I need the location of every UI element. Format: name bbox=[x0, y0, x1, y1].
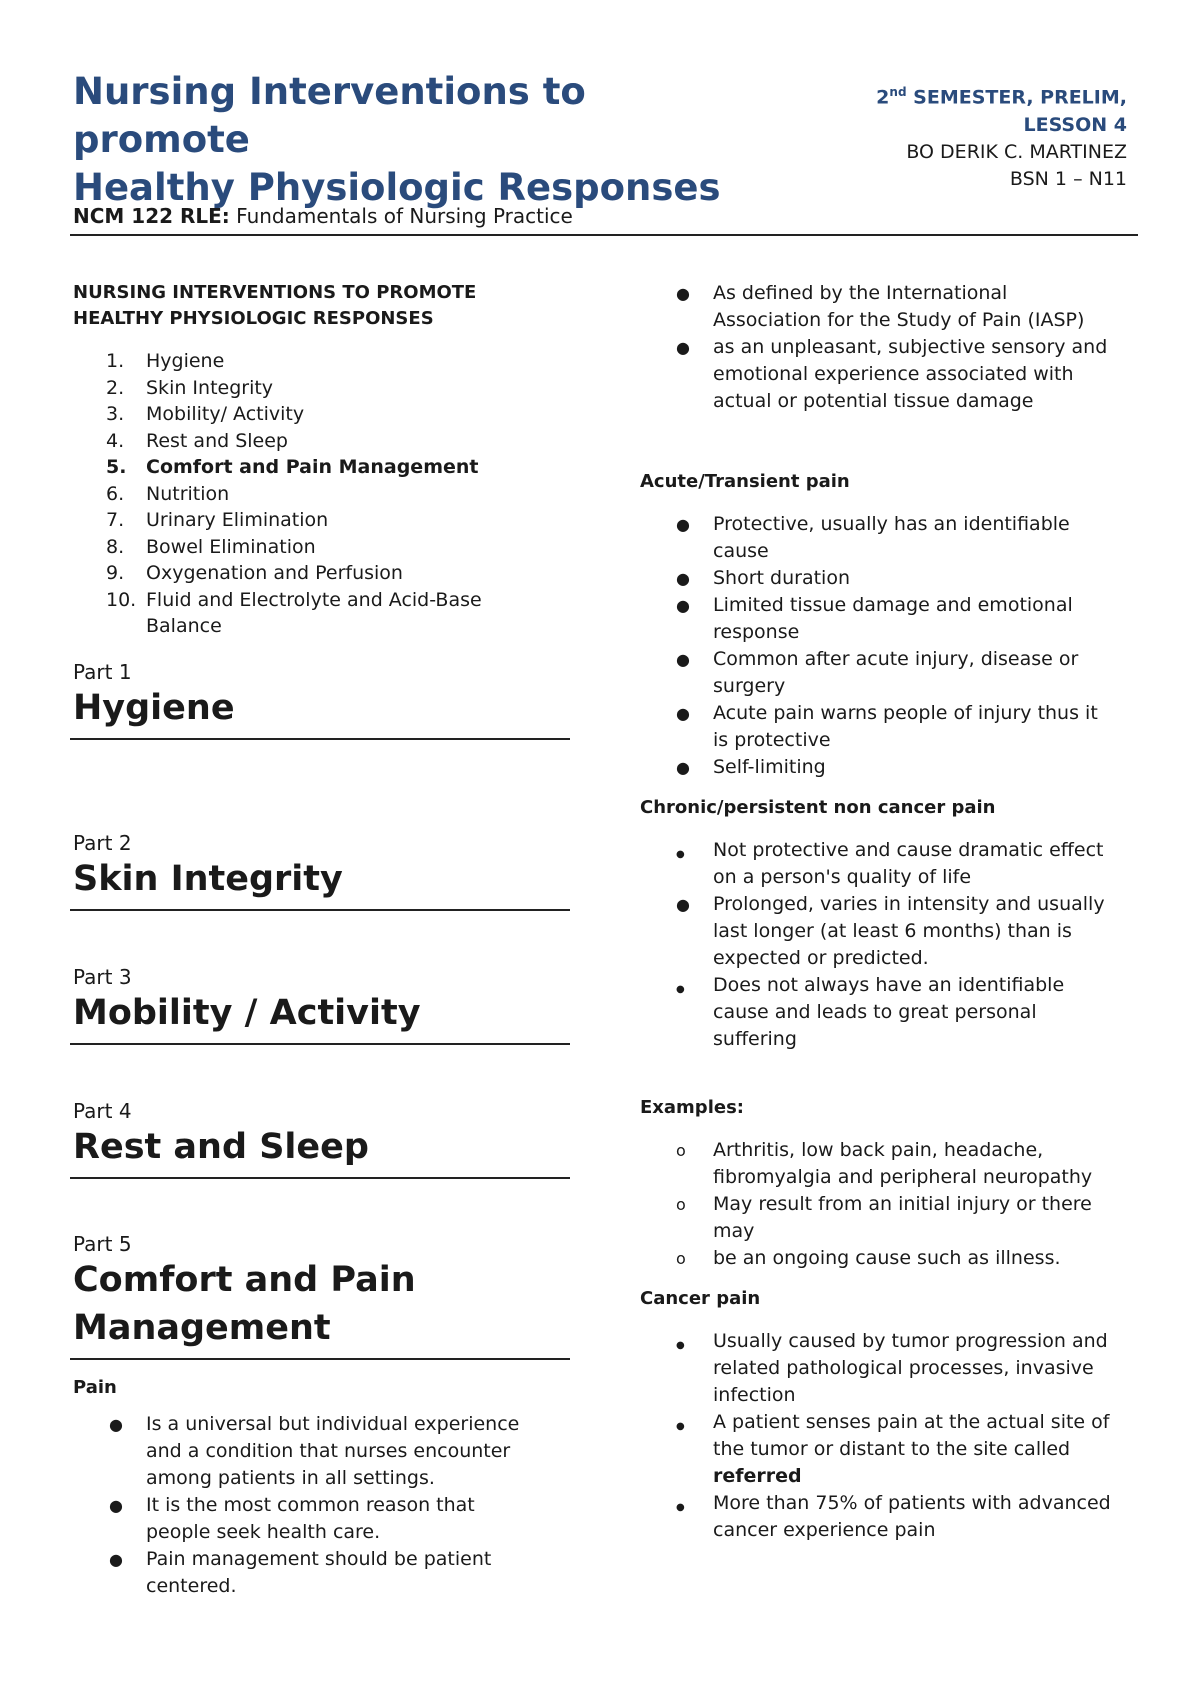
list-item bbox=[73, 534, 573, 561]
part-label: Part 2 bbox=[73, 831, 132, 855]
bullet-text: Is a universal but individual experience bbox=[146, 1413, 520, 1435]
bullet-text: centered. bbox=[146, 1575, 237, 1597]
header-divider bbox=[70, 234, 1138, 236]
part-header bbox=[70, 831, 570, 911]
bullet-text: on a person's quality of life bbox=[713, 866, 972, 888]
list-label: Comfort and Pain Management bbox=[146, 456, 479, 478]
bullet-item bbox=[640, 1137, 1140, 1191]
list-item bbox=[73, 481, 573, 508]
part-label: Part 3 bbox=[73, 965, 132, 989]
bullet-text: fibromyalgia and peripheral neuropathy bbox=[713, 1166, 1093, 1188]
bullet-text: May result from an initial injury or there bbox=[713, 1193, 1092, 1215]
list-label: Mobility/ Activity bbox=[146, 403, 305, 425]
intro-heading-line: HEALTHY PHYSIOLOGIC RESPONSES bbox=[73, 308, 434, 329]
bullet-text: last longer (at least 6 months) than is bbox=[713, 920, 1072, 942]
bullet-text: Acute pain warns people of injury thus it bbox=[713, 702, 1098, 724]
bullet-icon: ● bbox=[676, 895, 690, 914]
bullet-text: surgery bbox=[713, 675, 786, 697]
bullet-item bbox=[640, 592, 1140, 646]
bullet-icon: ● bbox=[676, 984, 685, 995]
bullet-text: Common after acute injury, disease or bbox=[713, 648, 1079, 670]
bullet-icon: ● bbox=[676, 596, 690, 615]
part-label: Part 4 bbox=[73, 1099, 132, 1123]
list-label: Oxygenation and Perfusion bbox=[146, 562, 403, 584]
part-header bbox=[70, 965, 570, 1045]
lesson-label: LESSON 4 bbox=[1023, 114, 1127, 137]
bullet-text: Usually caused by tumor progression and bbox=[713, 1330, 1108, 1352]
title-line: Healthy Physiologic Responses bbox=[73, 166, 721, 209]
list-item bbox=[73, 507, 573, 534]
bullet-text: among patients in all settings. bbox=[146, 1467, 435, 1489]
right-column bbox=[640, 280, 1140, 1544]
list-label: Fluid and Electrolyte and Acid-Base bbox=[146, 588, 482, 611]
bullet-item bbox=[640, 837, 1140, 891]
section-heading: Examples: bbox=[640, 1097, 744, 1118]
course-code: NCM 122 RLE: bbox=[73, 204, 230, 228]
bullet-icon: ● bbox=[676, 569, 690, 588]
bullet-item bbox=[640, 754, 1140, 781]
bullet-icon: ● bbox=[109, 1415, 123, 1434]
intro-heading-line: NURSING INTERVENTIONS TO PROMOTE bbox=[73, 282, 477, 303]
bullet-text: expected or predicted. bbox=[713, 947, 929, 969]
part-divider bbox=[70, 738, 570, 740]
list-number: 2. bbox=[106, 376, 125, 399]
bullet-list bbox=[640, 511, 1140, 781]
bullet-item bbox=[640, 891, 1140, 972]
part-title: Mobility / Activity bbox=[73, 993, 421, 1033]
bullet-item bbox=[640, 511, 1140, 565]
part-header bbox=[70, 660, 570, 740]
bullet-icon: ● bbox=[676, 284, 690, 303]
part-title: Hygiene bbox=[73, 688, 235, 728]
bullet-list bbox=[640, 280, 1140, 415]
bullet-text: Arthritis, low back pain, headache, bbox=[713, 1139, 1044, 1161]
bullet-text: be an ongoing cause such as illness. bbox=[713, 1247, 1061, 1269]
bullet-text: is protective bbox=[713, 729, 831, 751]
bullet-list bbox=[73, 1411, 573, 1600]
list-label: Nutrition bbox=[146, 482, 230, 505]
topic-list bbox=[73, 348, 573, 640]
bullet-icon: ● bbox=[676, 515, 690, 534]
bullet-item bbox=[640, 334, 1140, 415]
class-section: BSN 1 – N11 bbox=[1009, 168, 1127, 191]
list-item bbox=[73, 560, 573, 587]
intro-section bbox=[73, 280, 573, 640]
bullet-icon: ● bbox=[676, 1340, 685, 1351]
bullet-icon: ● bbox=[109, 1496, 123, 1515]
bullet-text: actual or potential tissue damage bbox=[713, 390, 1034, 412]
part-divider bbox=[70, 1177, 570, 1179]
bullet-text: Association for the Study of Pain (IASP) bbox=[713, 309, 1085, 331]
bullet-text: Limited tissue damage and emotional bbox=[713, 594, 1073, 616]
part-divider bbox=[70, 1043, 570, 1045]
section-heading: Chronic/persistent non cancer pain bbox=[640, 797, 996, 818]
course-name: Fundamentals of Nursing Practice bbox=[229, 204, 573, 228]
bullet-text: Short duration bbox=[713, 567, 850, 589]
list-item bbox=[73, 348, 573, 375]
bullet-list bbox=[640, 1137, 1140, 1272]
bullet-text-emphasis: referred bbox=[713, 1465, 802, 1487]
list-item bbox=[73, 401, 573, 428]
bullet-text: infection bbox=[713, 1384, 796, 1406]
bullet-icon: ● bbox=[676, 1502, 685, 1513]
bullet-text: More than 75% of patients with advanced bbox=[713, 1492, 1111, 1514]
semester-text: SEMESTER, PRELIM, bbox=[906, 86, 1127, 109]
bullet-text: cause and leads to great personal bbox=[713, 1001, 1037, 1023]
section-heading: Acute/Transient pain bbox=[640, 471, 850, 492]
list-label: Skin Integrity bbox=[146, 376, 274, 399]
bullet-item bbox=[73, 1546, 573, 1600]
part-title: Management bbox=[73, 1308, 331, 1348]
list-number: 5. bbox=[106, 456, 127, 478]
bullet-text: people seek health care. bbox=[146, 1521, 381, 1543]
bullet-item bbox=[640, 972, 1140, 1053]
list-number: 6. bbox=[106, 482, 125, 505]
bullet-item bbox=[73, 1492, 573, 1546]
bullet-text: may bbox=[713, 1220, 755, 1242]
bullet-item bbox=[640, 565, 1140, 592]
bullet-icon: ● bbox=[676, 704, 690, 723]
bullet-text: cause bbox=[713, 540, 769, 562]
circle-bullet-icon: o bbox=[676, 1195, 686, 1214]
bullet-text: related pathological processes, invasive bbox=[713, 1357, 1094, 1379]
bullet-text: cancer experience pain bbox=[713, 1519, 936, 1541]
bullet-item bbox=[640, 1490, 1140, 1544]
bullet-text: Prolonged, varies in intensity and usually bbox=[713, 893, 1105, 915]
title-line: Nursing Interventions to promote bbox=[73, 70, 586, 161]
list-number: 9. bbox=[106, 562, 125, 584]
list-item bbox=[73, 587, 573, 614]
bullet-text: Does not always have an identifiable bbox=[713, 974, 1065, 996]
list-number: 10. bbox=[106, 588, 137, 611]
part-header bbox=[70, 1232, 570, 1360]
bullet-text: suffering bbox=[713, 1028, 797, 1050]
bullet-text: and a condition that nurses encounter bbox=[146, 1440, 511, 1462]
list-label: Bowel Elimination bbox=[146, 535, 316, 558]
part-divider bbox=[70, 909, 570, 911]
section-heading: Cancer pain bbox=[640, 1288, 761, 1309]
list-number: 3. bbox=[106, 403, 125, 425]
bullet-item bbox=[73, 1411, 573, 1492]
bullet-item bbox=[640, 646, 1140, 700]
header-meta bbox=[767, 78, 1127, 193]
circle-bullet-icon: o bbox=[676, 1141, 686, 1160]
circle-bullet-icon: o bbox=[676, 1249, 686, 1268]
bullet-text: A patient senses pain at the actual site of bbox=[713, 1411, 1110, 1433]
list-label: Hygiene bbox=[146, 350, 225, 372]
part-divider bbox=[70, 1358, 570, 1360]
bullet-text: Pain management should be patient bbox=[146, 1548, 492, 1570]
part-title: Rest and Sleep bbox=[73, 1127, 369, 1167]
bullet-text: It is the most common reason that bbox=[146, 1494, 475, 1516]
bullet-text: As defined by the International bbox=[713, 282, 1008, 304]
semester-label bbox=[767, 78, 1127, 111]
list-label: Urinary Elimination bbox=[146, 509, 329, 531]
course-line bbox=[73, 204, 573, 228]
author-name: BO DERIK C. MARTINEZ bbox=[906, 141, 1127, 164]
bullet-icon: ● bbox=[676, 1421, 685, 1432]
part-title: Skin Integrity bbox=[73, 859, 343, 899]
bullet-text: as an unpleasant, subjective sensory and bbox=[713, 336, 1108, 358]
bullet-text: Protective, usually has an identifiable bbox=[713, 513, 1070, 535]
bullet-item bbox=[640, 1328, 1140, 1409]
list-item-continuation bbox=[73, 613, 573, 640]
bullet-text: Self-limiting bbox=[713, 756, 826, 778]
bullet-icon: ● bbox=[676, 338, 690, 357]
bullet-item bbox=[640, 700, 1140, 754]
part-label: Part 1 bbox=[73, 660, 132, 684]
list-label: Rest and Sleep bbox=[146, 429, 288, 452]
bullet-icon: ● bbox=[676, 849, 685, 860]
bullet-list bbox=[640, 837, 1140, 1053]
semester-suffix: nd bbox=[889, 85, 907, 99]
list-number: 7. bbox=[106, 509, 125, 531]
section-heading: Pain bbox=[73, 1377, 117, 1398]
part-label: Part 5 bbox=[73, 1232, 132, 1256]
list-number: 4. bbox=[106, 429, 125, 452]
document-title bbox=[73, 68, 773, 212]
bullet-text: emotional experience associated with bbox=[713, 363, 1074, 385]
bullet-text: the tumor or distant to the site called bbox=[713, 1438, 1071, 1460]
part-title: Comfort and Pain bbox=[73, 1260, 416, 1300]
bullet-item bbox=[640, 1245, 1140, 1272]
bullet-text: Not protective and cause dramatic effect bbox=[713, 839, 1104, 861]
bullet-text: response bbox=[713, 621, 800, 643]
bullet-list bbox=[640, 1328, 1140, 1544]
intro-heading bbox=[73, 280, 573, 332]
list-number: 1. bbox=[106, 350, 125, 372]
bullet-item bbox=[640, 1409, 1140, 1490]
bullet-item bbox=[640, 280, 1140, 334]
list-item bbox=[73, 375, 573, 402]
list-number: 8. bbox=[106, 535, 125, 558]
list-item bbox=[73, 428, 573, 455]
pain-section bbox=[73, 1375, 573, 1600]
bullet-icon: ● bbox=[676, 650, 690, 669]
semester-number: 2 bbox=[876, 86, 890, 109]
bullet-icon: ● bbox=[676, 758, 690, 777]
list-label: Balance bbox=[146, 615, 222, 637]
bullet-icon: ● bbox=[109, 1550, 123, 1569]
bullet-item bbox=[640, 1191, 1140, 1245]
list-item-current bbox=[73, 454, 573, 481]
part-header bbox=[70, 1099, 570, 1179]
